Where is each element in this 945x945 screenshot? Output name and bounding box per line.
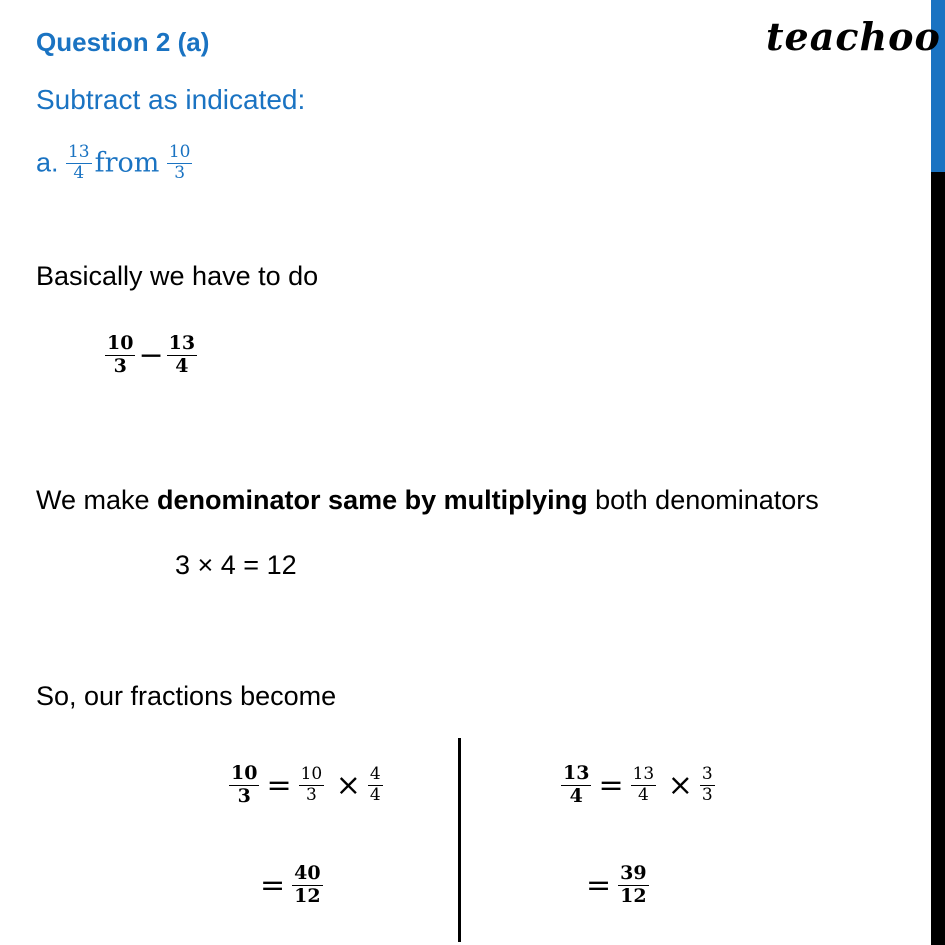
instruction: Subtract as indicated:: [36, 84, 306, 115]
equals-sign: =: [260, 867, 286, 903]
denominator: 12: [620, 884, 647, 907]
step2-text: [36, 485, 819, 516]
denominator: 3: [237, 784, 251, 807]
denominator: 3: [113, 354, 127, 377]
fraction: [292, 863, 322, 908]
denominator: 4: [175, 354, 189, 377]
step1-text: Basically we have to do: [36, 261, 319, 291]
emphasis: denominator same by multiplying: [157, 485, 588, 515]
fraction: [368, 765, 383, 805]
problem-statement: [36, 143, 195, 183]
times-sign: ×: [335, 767, 361, 803]
times-sign: ×: [667, 767, 693, 803]
fraction: [229, 763, 259, 808]
denominator: 4: [369, 784, 381, 805]
subtraction-expression: [102, 333, 200, 378]
fraction: [561, 763, 591, 808]
denominator: 3: [306, 784, 317, 805]
numerator: 10: [107, 332, 134, 354]
denominator: 4: [73, 162, 85, 183]
right-equation: [558, 763, 718, 808]
numerator: 40: [294, 862, 321, 884]
numerator: 3: [701, 764, 713, 785]
denominator: 12: [294, 884, 321, 907]
minus-sign: −: [138, 337, 164, 373]
equals-sign: =: [598, 767, 624, 803]
fraction: [700, 765, 715, 805]
fraction: [167, 333, 197, 378]
fraction: [631, 765, 657, 805]
denominator: 4: [569, 784, 583, 807]
scrollbar-track[interactable]: [931, 172, 945, 945]
step3-text: So, our fractions become: [36, 681, 337, 711]
right-result: [582, 863, 652, 908]
left-result: [256, 863, 326, 908]
teachoo-logo: teachoo: [766, 14, 941, 59]
numerator: 10: [231, 762, 258, 784]
from-word: from: [94, 147, 160, 179]
denominator: 3: [174, 162, 186, 183]
equals-sign: =: [266, 767, 292, 803]
fraction: [66, 143, 92, 183]
problem-label: a.: [36, 147, 59, 178]
numerator: 13: [168, 332, 196, 354]
text: both denominators: [587, 485, 819, 515]
numerator: 13: [563, 762, 590, 784]
denominator-calc: 3 × 4 = 12: [175, 550, 297, 580]
numerator: 10: [300, 764, 323, 785]
denominator: 3: [701, 784, 713, 805]
numerator: 10: [168, 142, 191, 162]
denominator: 4: [638, 784, 649, 805]
fraction: [299, 765, 325, 805]
divider-line: [458, 738, 461, 942]
text: We make: [36, 485, 158, 515]
numerator: 4: [369, 764, 381, 785]
fraction: [105, 333, 135, 378]
left-equation: [226, 763, 386, 808]
numerator: 13: [632, 764, 655, 785]
fraction: [167, 143, 193, 183]
fraction: [618, 863, 648, 908]
question-title: Question 2 (a): [36, 27, 210, 57]
equals-sign: =: [586, 867, 612, 903]
numerator: 39: [620, 862, 647, 884]
numerator: 13: [67, 142, 90, 162]
